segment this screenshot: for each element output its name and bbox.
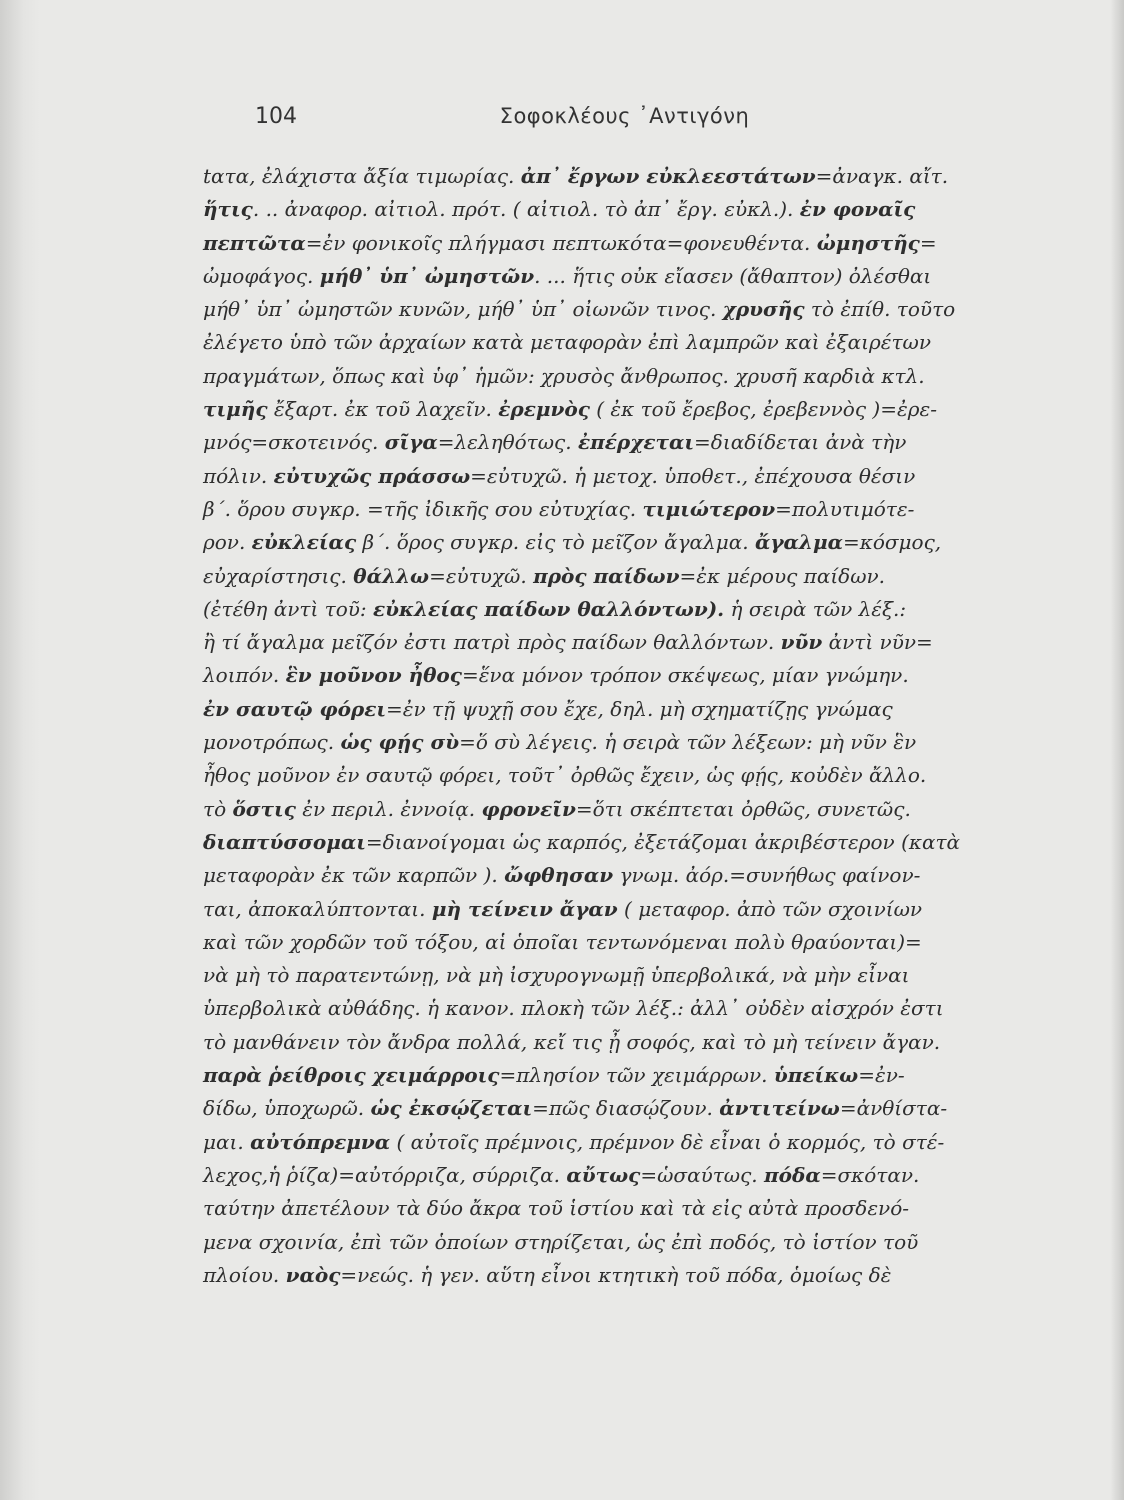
gloss-text: (ἐτέθη ἀντὶ τοῦ: — [203, 596, 373, 621]
gloss-text: β΄. ὅρου συγκρ. =τῆς ἰδικῆς σου εὐτυχίας. — [203, 496, 643, 521]
text-line — [203, 593, 1101, 626]
lemma-term: εὐτυχῶς πράσσω — [273, 463, 471, 488]
lemma-term: ἐν σαυτῷ φόρει — [203, 696, 387, 721]
text-line — [203, 1226, 1101, 1259]
page-right-edge — [1110, 0, 1124, 1500]
gloss-text: =ἀνθίστα- — [839, 1096, 948, 1121]
gloss-text: tατα, ἐλάχιστα ἄξία τιμωρίας. — [203, 164, 521, 188]
lemma-term: ὑπείκω — [773, 1063, 859, 1088]
gloss-text: πραγμάτων, ὅπως καὶ ὑφ᾽ ἡμῶν: χρυσὸς ἄνθρωπος. χρυσῆ καρδιὰ κτλ. — [203, 363, 925, 388]
gloss-text: νὰ μὴ τὸ παρατεντώνῃ, νὰ μὴ ἰσχυρογνωμῇ ὑπερβολικά, νὰ μὴν εἶναι — [203, 963, 910, 988]
text-line — [203, 693, 1101, 726]
gloss-text: ἐν περιλ. ἐννοίᾳ. — [295, 796, 482, 821]
lemma-term: τιμῆς — [203, 397, 268, 422]
lemma-term: εὐκλείας παίδων θαλλόντων). — [373, 596, 725, 621]
text-line — [203, 1026, 1101, 1059]
gloss-text: ἢ τί ἄγαλμα μεῖζόν ἐστι πατρὶ πρὸς παίδων θαλλόντων. — [203, 630, 781, 655]
gloss-text: = — [919, 230, 937, 255]
gloss-text: =πλησίον τῶν χειμάρρων. — [499, 1063, 774, 1088]
lemma-term: σῖγα — [384, 430, 438, 455]
lemma-term: ὡς ἐκσῴζεται — [370, 1096, 533, 1121]
gloss-text: =ἐκ μέρους παίδων. — [679, 563, 886, 588]
gloss-text: . ... ἥτις οὐκ εἴασεν (ἄθαπτον) ὀλέσθαι — [534, 263, 932, 288]
text-line — [203, 1259, 1101, 1292]
text-line — [203, 826, 1101, 859]
gloss-text: εὐχαρίστησις. — [203, 563, 354, 588]
text-line — [203, 992, 1101, 1025]
gloss-text: καὶ τῶν χορδῶν τοῦ τόξου, αἱ ὁποῖαι τεντωνόμεναι πολὺ θραύονται)= — [203, 929, 922, 954]
page-number: 104 — [255, 104, 297, 129]
gloss-text: =ἐν τῇ ψυχῇ σου ἔχε, δηλ. μὴ σχηματίζῃς γνώμας — [386, 696, 893, 721]
lemma-term: αὐτόπρεμνα — [250, 1129, 391, 1154]
gloss-text: δίδω, ὑποχωρῶ. — [203, 1096, 371, 1121]
gloss-text: λοιπόν. — [203, 663, 286, 688]
lemma-term: ὠμηστῆς — [816, 230, 920, 255]
lemma-term: παρὰ ῥείθροις χειμάρροις — [203, 1063, 500, 1088]
gloss-text: =πολυτιμότε- — [775, 496, 915, 521]
lemma-term: ὡς φῄς σὺ — [340, 730, 460, 755]
text-line — [203, 793, 1101, 826]
text-line — [203, 759, 1101, 792]
page-header — [255, 104, 994, 136]
gloss-text: β΄. ὅρος συγκρ. εἰς τὸ μεῖζον ἄγαλμα. — [356, 530, 755, 555]
text-line — [203, 227, 1101, 260]
gloss-text: =σκόταν. — [820, 1162, 920, 1187]
lemma-term: χρυσῆς — [722, 297, 805, 322]
commentary-body — [203, 160, 1101, 1292]
gloss-text: ἀντὶ νῦν= — [822, 630, 933, 655]
running-title: Σοφοκλέους ᾽Αντιγόνη — [499, 104, 750, 128]
lemma-term: ὤφθησαν — [504, 863, 614, 888]
gloss-text: =ὡσαύτως. — [640, 1162, 765, 1187]
lemma-term: ἓν μοῦνον ἦθος — [285, 663, 462, 688]
gloss-text: ( αὐτοῖς πρέμνοις, πρέμνον δὲ εἶναι ὁ κορμός, τὸ στέ- — [390, 1129, 945, 1154]
text-line — [203, 959, 1101, 992]
lemma-term: ὅστις — [232, 796, 296, 821]
gloss-text: =διανοίγομαι ὡς καρπός, ἐξετάζομαι ἀκριβέστερον (κατὰ — [365, 829, 961, 854]
text-line — [203, 426, 1101, 459]
text-line — [203, 859, 1101, 892]
lemma-term: πόδα — [764, 1162, 821, 1187]
gloss-text: γνωμ. ἀόρ.=συνήθως φαίνον- — [613, 863, 921, 888]
lemma-term: ἐπέρχεται — [577, 430, 695, 455]
gloss-text: =πῶς διασῴζουν. — [532, 1096, 720, 1121]
text-line — [203, 526, 1101, 559]
lemma-term: διαπτύσσομαι — [203, 829, 366, 854]
lemma-term: αὔτως — [566, 1162, 641, 1187]
gloss-text: =ἀναγκ. αἴτ. — [815, 164, 949, 188]
text-line — [203, 1092, 1101, 1125]
gloss-text: πόλιν. — [203, 463, 274, 488]
gloss-text: =εὐτυχῶ. — [429, 563, 534, 588]
text-line — [203, 560, 1101, 593]
gloss-text: =λεληθότως. — [437, 430, 578, 455]
lemma-term: ἄγαλμα — [754, 530, 843, 555]
gloss-text: ται, ἀποκαλύπτονται. — [203, 896, 432, 921]
gloss-text: ὠμοφάγος. — [203, 263, 320, 288]
lemma-term: πρὸς παίδων — [533, 563, 680, 588]
text-line — [203, 326, 1101, 359]
lemma-term: νῦν — [780, 630, 823, 655]
gloss-text: τὸ ἐπίθ. τοῦτο — [804, 297, 956, 322]
lemma-term: ἀντιτείνω — [719, 1096, 840, 1121]
lemma-term: φρονεῖν — [481, 796, 576, 821]
lemma-term: ἐν φοναῖς — [799, 197, 916, 222]
text-line — [203, 1126, 1101, 1159]
gloss-text: =ὅτι σκέπτεται ὀρθῶς, συνετῶς. — [575, 796, 911, 821]
text-line — [203, 1192, 1101, 1225]
gloss-text: μνός=σκοτεινός. — [203, 430, 385, 455]
gloss-text: ἔξαρτ. ἐκ τοῦ λαχεῖν. — [267, 397, 499, 422]
gloss-text: =νεώς. ἡ γεν. αὕτη εἶνοι κτητικὴ τοῦ πόδα, ὁμοίως δὲ — [340, 1262, 892, 1287]
text-line — [203, 659, 1101, 692]
lemma-term: ἥτις — [203, 197, 253, 222]
gloss-text: . .. ἀναφορ. αἰτιολ. πρότ. ( αἰτιολ. τὸ ἀπ᾽ ἔργ. εὐκλ.). — [252, 197, 800, 222]
lemma-term: τιμιώτερον — [642, 496, 776, 521]
gloss-text: =ἐν φονικοῖς πλήγμασι πεπτωκότα=φονευθέντα. — [305, 230, 817, 255]
text-line — [203, 493, 1101, 526]
lemma-term: πεπτῶτα — [203, 230, 306, 255]
text-line — [203, 293, 1101, 326]
text-line — [203, 260, 1101, 293]
gloss-text: ταύτην ἀπετέλουν τὰ δύο ἄκρα τοῦ ἱστίου καὶ τὰ εἰς αὐτὰ προσδενό- — [203, 1196, 910, 1221]
gloss-text: μήθ᾽ ὑπ᾽ ὠμηστῶν κυνῶν, μήθ᾽ ὑπ᾽ οἰωνῶν τινος. — [203, 297, 723, 322]
gloss-text: ἦθος μοῦνον ἐν σαυτῷ φόρει, τοῦτ᾽ ὀρθῶς ἔχειν, ὡς φῄς, κοὐδὲν ἄλλο. — [203, 763, 927, 788]
gloss-text: τὸ — [203, 796, 233, 821]
text-line — [203, 193, 1101, 226]
text-line — [203, 1159, 1101, 1192]
text-line — [203, 726, 1101, 759]
gloss-text: τὸ μανθάνειν τὸν ἄνδρα πολλά, κεἴ τις ᾖ σοφός, καὶ τὸ μὴ τείνειν ἄγαν. — [203, 1029, 941, 1054]
lemma-term: μὴ τείνειν ἄγαν — [431, 896, 618, 921]
text-line — [203, 893, 1101, 926]
gloss-text: ἐλέγετο ὑπὸ τῶν ἀρχαίων κατὰ μεταφορὰν ἐπὶ λαμπρῶν καὶ ἐξαιρέτων — [203, 330, 932, 355]
text-line — [203, 626, 1101, 659]
lemma-term: εὐκλείας — [251, 530, 357, 555]
gloss-text: ( ἐκ τοῦ ἔρεβος, ἐρεβεννὸς )=ἐρε- — [589, 397, 937, 422]
gloss-text: =ἕνα μόνον τρόπον σκέψεως, μίαν γνώμην. — [461, 663, 909, 688]
gloss-text: μενα σχοινία, ἐπὶ τῶν ὁποίων στηρίζεται, ὡς ἐπὶ ποδός, τὸ ἱστίον τοῦ — [203, 1229, 919, 1254]
gloss-text: =ὅ σὺ λέγεις. ἡ σειρὰ τῶν λέξεων: μὴ νῦν ἓν — [459, 730, 917, 755]
lemma-term: ἐρεμνὸς — [498, 397, 590, 422]
gloss-text: μονοτρόπως. — [203, 730, 341, 755]
text-line — [203, 1059, 1101, 1092]
gloss-text: μεταφορὰν ἐκ τῶν καρπῶν ). — [203, 863, 505, 888]
gloss-text: ρον. — [203, 530, 252, 555]
gloss-text: πλοίου. — [203, 1262, 286, 1287]
gloss-text: ( μεταφορ. ἀπὸ τῶν σχοινίων — [617, 896, 923, 921]
gloss-text: =διαδίδεται ἀνὰ τὴν — [694, 430, 907, 455]
lemma-term: ἀπ᾽ ἔργων εὐκλεεστάτων — [520, 164, 816, 188]
gloss-text: ἡ σειρὰ τῶν λέξ.: — [724, 596, 907, 621]
text-line — [203, 460, 1101, 493]
lemma-term: θάλλω — [353, 563, 430, 588]
gloss-text: μαι. — [203, 1129, 251, 1154]
gloss-text: =ἐν- — [858, 1063, 905, 1088]
lemma-term: μήθ᾽ ὑπ᾽ ὠμηστῶν — [319, 263, 535, 288]
text-line — [203, 360, 1101, 393]
gloss-text: λεχος,ἡ ῥίζα)=αὐτόρριζα, σύρριζα. — [203, 1162, 567, 1187]
gloss-text: ὑπερβολικὰ αὐθάδης. ἡ κανον. πλοκὴ τῶν λέξ.: ἀλλ᾽ οὐδὲν αἰσχρόν ἐστι — [203, 996, 944, 1021]
lemma-term: ναὸς — [285, 1262, 341, 1287]
text-line — [203, 926, 1101, 959]
text-line — [203, 393, 1101, 426]
page-left-edge — [0, 0, 40, 1500]
text-line — [203, 160, 1101, 193]
gloss-text: =κόσμος, — [842, 530, 942, 555]
gloss-text: =εὐτυχῶ. ἡ μετοχ. ὑποθετ., ἐπέχουσα θέσιν — [470, 463, 916, 488]
